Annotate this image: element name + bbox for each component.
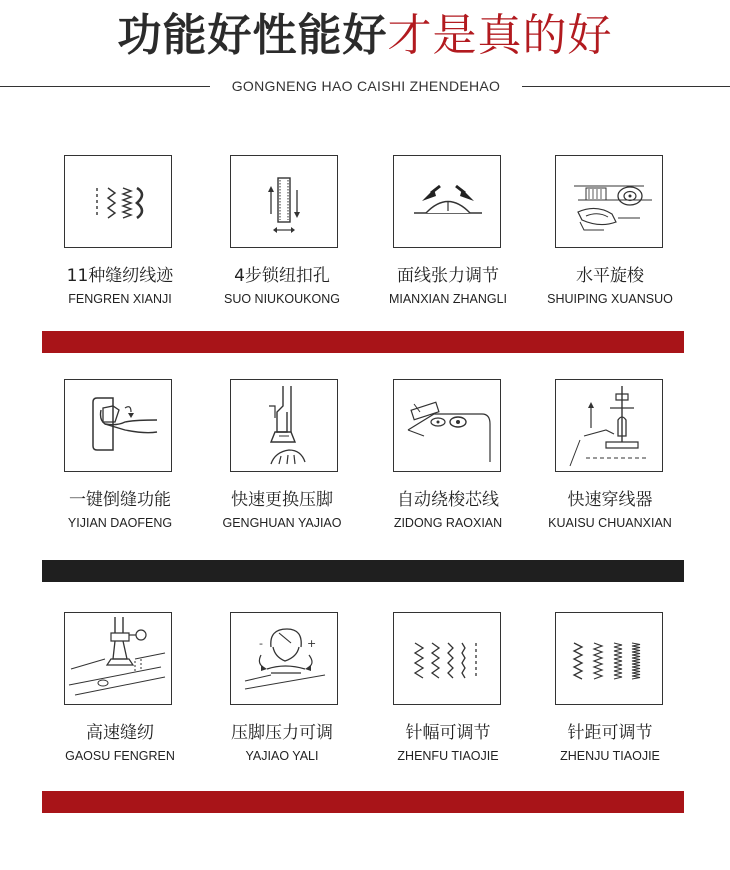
feature-name: 4步锁纽扣孔 <box>234 266 330 286</box>
section-divider-bar <box>42 560 684 582</box>
feature-name-pinyin: YAJIAO YALI <box>245 749 319 763</box>
feature-name-pinyin: SHUIPING XUANSUO <box>547 292 673 306</box>
feature-name-pinyin: MIANXIAN ZHANGLI <box>388 292 508 306</box>
feature-name-pinyin: KUAISU CHUANXIAN <box>548 516 672 530</box>
feature-name-pinyin: GAOSU FENGREN <box>65 749 175 763</box>
feature-name-pinyin: ZHENJU TIAOJIE <box>560 749 660 763</box>
feature-name: 高速缝纫 <box>86 723 154 743</box>
section-divider-bar <box>42 791 684 813</box>
bobbin-winder-icon <box>393 379 501 472</box>
feature-name-pinyin: ZIDONG RAOXIAN <box>393 516 503 530</box>
page-subtitle: GONGNENG HAO CAISHI ZHENDEHAO <box>231 78 501 94</box>
feature-name: 11种缝纫线迹 <box>66 266 174 286</box>
stitch-patterns-icon <box>64 155 172 248</box>
presser-foot-icon <box>230 379 338 472</box>
feature-name: 一键倒缝功能 <box>69 490 171 510</box>
divider-left <box>0 86 210 87</box>
feature-name-pinyin: YIJIAN DAOFENG <box>67 516 173 530</box>
bobbin-hook-icon <box>555 155 663 248</box>
needle-threader-icon <box>555 379 663 472</box>
foot-pressure-icon <box>230 612 338 705</box>
divider-right <box>522 86 730 87</box>
reverse-button-icon <box>64 379 172 472</box>
svg-text:-: - <box>259 637 263 650</box>
title-red: 才是真的好 <box>387 10 613 61</box>
feature-name: 快速穿线器 <box>567 490 653 510</box>
page-title <box>0 6 730 66</box>
subtitle-row <box>0 76 730 96</box>
feature-name-pinyin: FENGREN XIANJI <box>68 292 172 306</box>
feature-name-pinyin: SUO NIUKOUKONG <box>224 292 340 306</box>
feature-name: 面线张力调节 <box>397 266 499 286</box>
section-divider-bar <box>42 331 684 353</box>
title-dark: 功能好性能好 <box>117 10 388 61</box>
buttonhole-icon <box>230 155 338 248</box>
svg-text:+: + <box>307 637 317 650</box>
feature-name: 压脚压力可调 <box>231 723 333 743</box>
tension-dial-icon <box>393 155 501 248</box>
feature-name: 快速更换压脚 <box>231 490 333 510</box>
stitch-length-icon <box>555 612 663 705</box>
feature-name: 针距可调节 <box>567 723 653 743</box>
high-speed-sewing-icon <box>64 612 172 705</box>
stitch-width-icon <box>393 612 501 705</box>
feature-name: 自动绕梭芯线 <box>397 490 499 510</box>
feature-name-pinyin: ZHENFU TIAOJIE <box>397 749 499 763</box>
feature-name: 水平旋梭 <box>576 266 644 286</box>
feature-name: 针幅可调节 <box>405 723 491 743</box>
feature-name-pinyin: GENGHUAN YAJIAO <box>222 516 342 530</box>
